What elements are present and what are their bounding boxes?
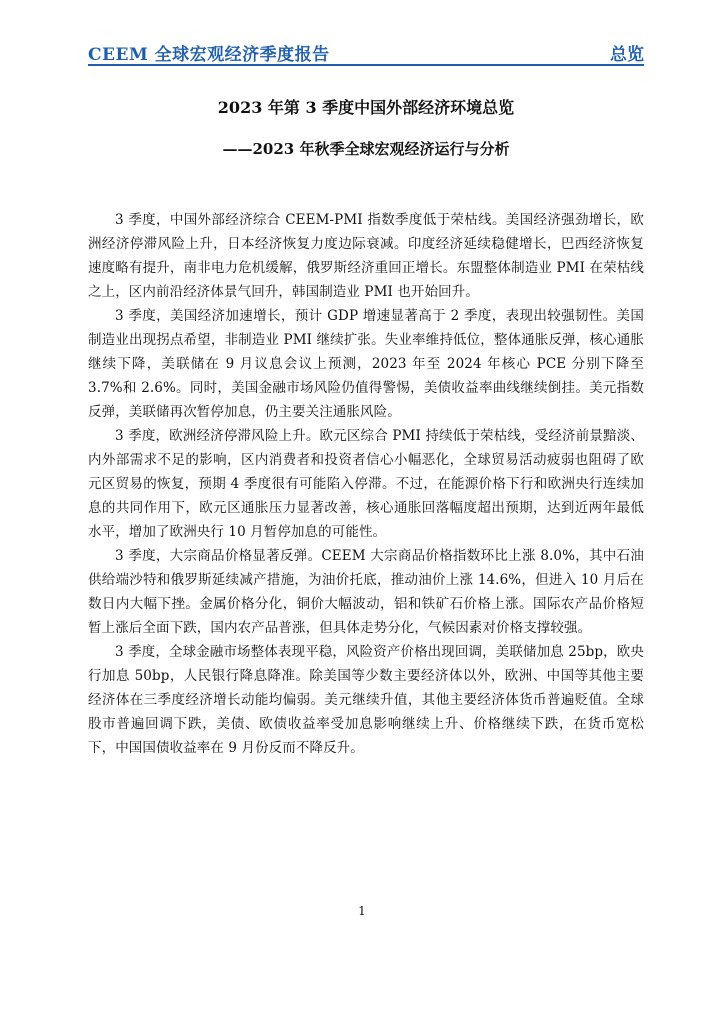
document-subtitle: ——2023 年秋季全球宏观经济运行与分析 [222, 140, 510, 158]
paragraph-2: 3 季度，美国经济加速增长，预计 GDP 增速显著高于 2 季度，表现出较强韧性。美国制造业出现拐点希望，非制造业 PMI 继续扩张。失业率维持低位，整体通胀反弹，核心通胀继续下降，美联储在 9 月议息会议上预测，2023 年至 2024 年核心 PCE 分别下降至 3.7%和 2.6%。同时，美国金融市场风险仍值得警惕，美债收益率曲线继续倒挂。美元指数反弹，美联储再次暂停加息，仍主要关注通胀风险。 [88, 308, 644, 420]
document-body [88, 208, 644, 760]
document-title: 2023 年第 3 季度中国外部经济环境总览 [217, 98, 515, 117]
report-series-title: CEEM 全球宏观经济季度报告 [88, 45, 330, 65]
paragraph-3: 3 季度，欧洲经济停滞风险上升。欧元区综合 PMI 持续低于荣枯线，受经济前景黯淡、内外部需求不足的影响，区内消费者和投资者信心小幅恶化，全球贸易活动疲弱也阻碍了欧元区贸易的恢复，预期 4 季度很有可能陷入停滞。不过，在能源价格下行和欧洲央行连续加息的共同作用下，欧元区通胀压力显著改善，核心通胀回落幅度超出预期，达到近两年最低水平，增加了欧洲央行 10 月暂停加息的可能性。 [88, 428, 644, 540]
page-header [88, 38, 644, 66]
paragraph-4: 3 季度，大宗商品价格显著反弹。CEEM 大宗商品价格指数环比上涨 8.0%，其中石油供给端沙特和俄罗斯延续减产措施，为油价托底，推动油价上涨 14.6%，但进入 10 月后在数日内大幅下挫。金属价格分化，铜价大幅波动，铝和铁矿石价格上涨。国际农产品价格短暂上涨后全面下跌，国内农产品普涨，但具体走势分化，气候因素对价格支撑较强。 [88, 548, 644, 636]
paragraph-5: 3 季度，全球金融市场整体表现平稳，风险资产价格出现回调，美联储加息 25bp，欧央行加息 50bp，人民银行降息降准。除美国等少数主要经济体以外，欧洲、中国等其他主要经济体在三季度经济增长动能均偏弱。美元继续升值，其他主要经济体货币普遍贬值。全球股市普遍回调下跌，美债、欧债收益率受加息影响继续上升、价格继续下跌，在货币宽松下，中国国债收益率在 9 月份反而不降反升。 [88, 644, 644, 756]
page-number: 1 [358, 904, 366, 918]
section-label: 总览 [610, 45, 644, 65]
paragraph-1: 3 季度，中国外部经济综合 CEEM-PMI 指数季度低于荣枯线。美国经济强劲增长，欧洲经济停滞风险上升，日本经济恢复力度边际衰减。印度经济延续稳健增长，巴西经济恢复速度略有提升，南非电力危机缓解，俄罗斯经济重回正增长。东盟整体制造业 PMI 在荣枯线之上，区内前沿经济体景气回升，韩国制造业 PMI 也开始回升。 [88, 212, 644, 300]
